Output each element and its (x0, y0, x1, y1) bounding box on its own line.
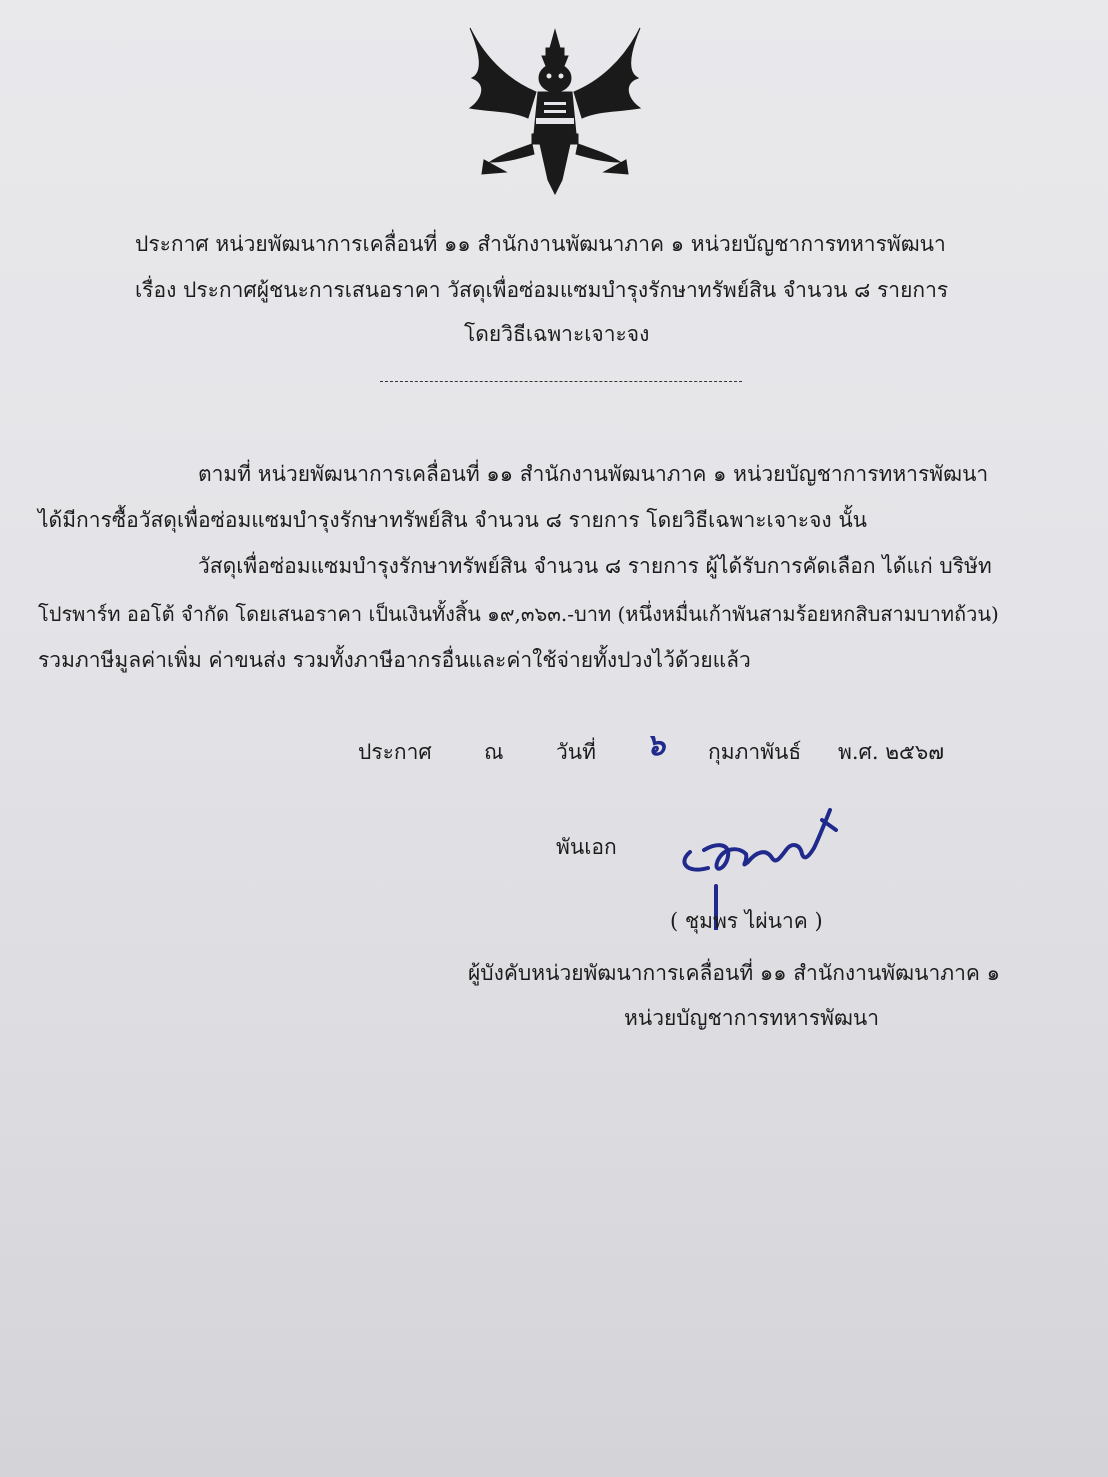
body-paragraph-1-line-2: ได้มีการซื้อวัสดุเพื่อซ่อมแซมบำรุงรักษาทรัพย์สิน จำนวน ๘ รายการ โดยวิธีเฉพาะเจาะจง นั้น (38, 508, 868, 532)
body-paragraph-2-line-1: วัสดุเพื่อซ่อมแซมบำรุงรักษาทรัพย์สิน จำนวน ๘ รายการ ผู้ได้รับการคัดเลือก ได้แก่ บริษัท (198, 554, 992, 578)
signatory-position-line-2: หน่วยบัญชาการทหารพัฒนา (624, 1006, 880, 1030)
garuda-emblem-icon (462, 22, 648, 198)
month-label: กุมภาพันธ์ (708, 740, 802, 764)
announcement-date (0, 728, 1108, 777)
year-label: พ.ศ. ๒๕๖๗ (838, 740, 945, 764)
method-line: โดยวิธีเฉพาะเจาะจง (464, 322, 650, 346)
signatory-rank: พันเอก (556, 835, 617, 859)
announce-label: ประกาศ (358, 740, 432, 764)
body-paragraph-1-line-1: ตามที่ หน่วยพัฒนาการเคลื่อนที่ ๑๑ สำนักงานพัฒนาภาค ๑ หน่วยบัญชาการทหารพัฒนา (198, 462, 989, 486)
body-paragraph-2-line-3: รวมภาษีมูลค่าเพิ่ม ค่าขนส่ง รวมทั้งภาษีอากรอื่นและค่าใช้จ่ายทั้งปวงไว้ด้วยแล้ว (38, 648, 751, 672)
day-label: วันที่ (556, 740, 596, 764)
signatory-position-line-1: ผู้บังคับหน่วยพัฒนาการเคลื่อนที่ ๑๑ สำนักงานพัฒนาภาค ๑ (468, 961, 1000, 985)
at-label: ณ (484, 740, 504, 764)
subject-line: เรื่อง ประกาศผู้ชนะการเสนอราคา วัสดุเพื่อซ่อมแซมบำรุงรักษาทรัพย์สิน จำนวน ๘ รายการ (135, 278, 949, 302)
body-paragraph-2-line-2: โปรพาร์ท ออโต้ จำกัด โดยเสนอราคา เป็นเงินทั้งสิ้น ๑๙,๓๖๓.-บาท (หนึ่งหมื่นเก้าพันสามร้อยหกสิบสามบาทถ้วน) (38, 602, 999, 626)
handwritten-day: ๖ (646, 728, 666, 763)
heading-divider (380, 381, 742, 382)
announcement-heading: ประกาศ หน่วยพัฒนาการเคลื่อนที่ ๑๑ สำนักงานพัฒนาภาค ๑ หน่วยบัญชาการทหารพัฒนา (135, 232, 946, 256)
signatory-name: ( ชุมพร ไผ่นาค ) (670, 909, 823, 933)
